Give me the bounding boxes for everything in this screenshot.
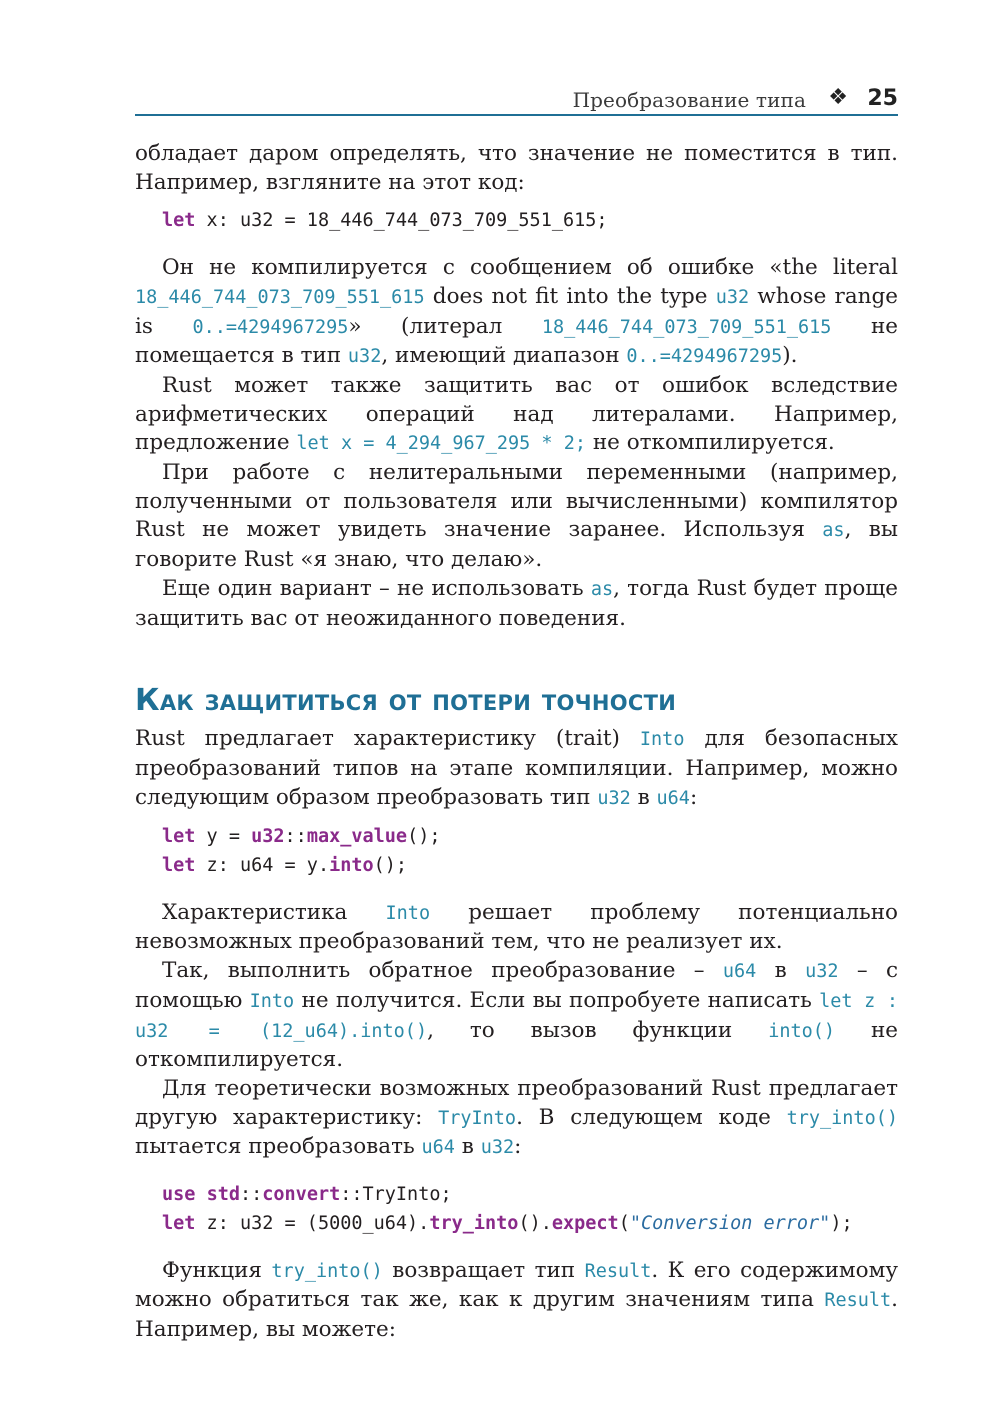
inline-code: try_into() bbox=[786, 1107, 898, 1129]
paragraph-9: Для теоретически возможных преобразований Rust предлагает другую характеристику: TryInto. В следующем коде try_into() пытается преобразовать u64 в u32: bbox=[135, 1075, 898, 1160]
inline-code: into() bbox=[768, 1020, 836, 1042]
code-line: let z: u32 = (5000_u64).try_into().expect("Conversion error"); bbox=[162, 1212, 853, 1234]
section-heading: Как защититься от потери точности bbox=[135, 683, 677, 719]
paragraph-1: обладает даром определять, что значение не поместится в тип. Например, взгляните на этот код: bbox=[135, 141, 898, 195]
paragraph-8: Так, выполнить обратное преобразование – u64 в u32 – с помощью Into не получится. Если вы попробуете написать let z : u32 = (12_u64).into(), то вызов функции into() не откомпилируется. bbox=[135, 958, 899, 1073]
running-header-title: Преобразование типа bbox=[572, 88, 806, 112]
inline-code: u32 bbox=[715, 286, 750, 308]
inline-code: u64 bbox=[722, 961, 757, 983]
code-line: let z: u64 = y.into(); bbox=[162, 855, 408, 877]
paragraph-7: Характеристика Into решает проблему потенциально невозможных преобразований тем, что не реализует их. bbox=[135, 899, 899, 955]
inline-code: 18_446_744_073_709_551_615 bbox=[135, 286, 425, 308]
paragraph-3: Rust может также защитить вас от ошибок вследствие арифметических операций над литералами. Например, предложение let x = 4_294_967_295 * 2; не откомпилируется. bbox=[135, 372, 898, 456]
inline-code: 18_446_744_073_709_551_615 bbox=[541, 316, 832, 338]
paragraph-5: Еще один вариант – не использовать as, тогда Rust будет проще защитить вас от неожиданного поведения. bbox=[135, 575, 898, 631]
code-line: use std::convert::TryInto; bbox=[162, 1184, 452, 1206]
code-block-2 bbox=[135, 823, 898, 880]
inline-code: as bbox=[822, 520, 845, 542]
code-block-3 bbox=[135, 1181, 898, 1238]
inline-code: u64 bbox=[421, 1137, 455, 1159]
ornament-icon: ❖ bbox=[828, 85, 848, 110]
inline-code: Into bbox=[639, 729, 685, 751]
running-header bbox=[135, 86, 898, 116]
inline-code: as bbox=[590, 578, 614, 600]
inline-code: u32 bbox=[480, 1137, 515, 1159]
inline-code: u32 bbox=[805, 961, 839, 983]
inline-code: let x = 4_294_967_295 * 2; bbox=[296, 433, 586, 455]
paragraph-2: Он не компилируется с сообщением об ошибке «the literal 18_446_744_073_709_551_615 does not fit into the type u32 whose range is 0..=4294967295» (литерал 18_446_744_073_709_551_615 не помещается в тип u32, имеющий диапазон 0..=4294967295). bbox=[135, 255, 899, 369]
code-block-1 bbox=[135, 207, 898, 236]
paragraph-6: Rust предлагает характеристику (trait) Into для безопасных преобразований типов на этапе компиляции. Например, можно следующим образом преобразовать тип u32 в u64: bbox=[135, 726, 898, 810]
code-line: let y = u32::max_value(); bbox=[162, 826, 441, 848]
inline-code: Into bbox=[385, 902, 431, 924]
inline-code: u32 bbox=[347, 346, 382, 368]
inline-code: Into bbox=[249, 990, 295, 1012]
page-body bbox=[135, 140, 898, 1345]
inline-code: u32 bbox=[597, 787, 631, 809]
inline-code: u64 bbox=[656, 787, 690, 809]
inline-code: TryInto bbox=[438, 1107, 517, 1129]
inline-code: let z : u32 = (12_u64).into() bbox=[135, 990, 898, 1042]
paragraph-4: При работе с нелитеральными переменными (например, полученными от пользователя или вычисленными) компилятор Rust не может увидеть значение заранее. Используя as, вы говорите Rust «я знаю, что делаю». bbox=[135, 460, 898, 573]
inline-code: 0..=4294967295 bbox=[192, 316, 349, 338]
page-number: 25 bbox=[867, 86, 898, 111]
inline-code: Result bbox=[584, 1260, 652, 1282]
paragraph-10: Функция try_into() возвращает тип Result. К его содержимому можно обратиться так же, как к другим значениям типа Result. Например, вы можете: bbox=[135, 1257, 898, 1342]
inline-code: 0..=4294967295 bbox=[626, 346, 783, 368]
inline-code: Result bbox=[824, 1290, 892, 1312]
code-keyword: let bbox=[162, 210, 196, 232]
code-text: x: u32 = 18_446_744_073_709_551_615; bbox=[195, 210, 608, 232]
inline-code: try_into() bbox=[271, 1260, 383, 1282]
